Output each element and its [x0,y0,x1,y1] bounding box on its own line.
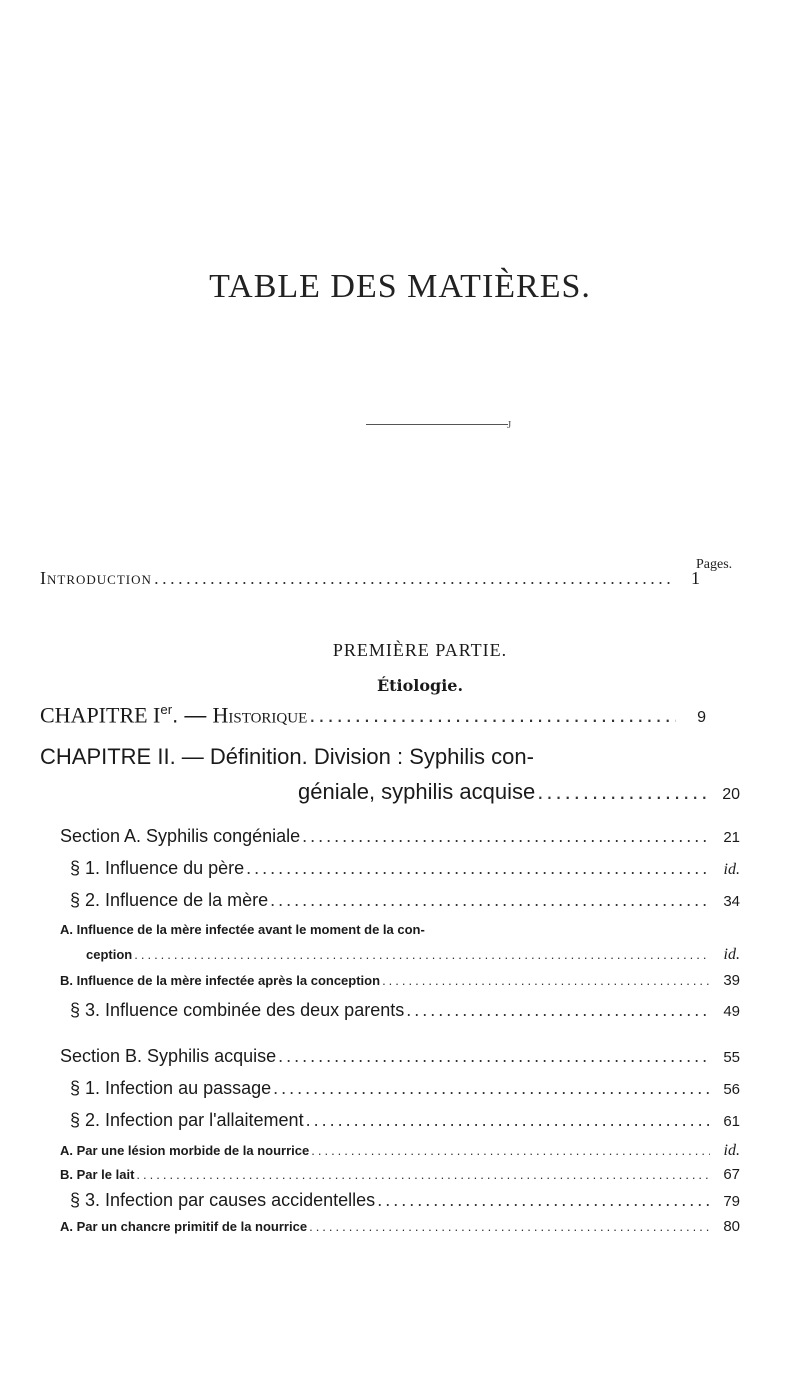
toc-entry-subitem[interactable] [60,1218,740,1235]
leader-dots [306,1110,710,1131]
toc-entry-label: § 2. Influence de la mère [70,890,269,910]
toc-entry-subitem[interactable] [60,1142,740,1160]
toc-entry-label: § 3. Infection par causes accidentelles [70,1190,376,1210]
toc-entry-page: 61 [723,1113,740,1130]
toc-entry-page: 34 [723,893,740,910]
leader-dots [311,1143,710,1158]
toc-entry-introduction[interactable] [40,568,700,589]
leader-dots [537,779,710,805]
chapter-2-line-2 [298,779,740,805]
toc-entry-paragraph[interactable] [70,1190,740,1211]
toc-entry-chapter-1[interactable] [40,702,706,728]
toc-entry-page: 20 [722,786,740,803]
toc-entry-paragraph[interactable] [70,1000,740,1021]
chapter-number: CHAPITRE I [40,702,161,728]
leader-dots [302,826,710,847]
toc-entry-subitem[interactable] [86,946,740,964]
toc-entry-paragraph[interactable] [70,858,740,879]
toc-entry-page: 56 [723,1081,740,1098]
toc-entry-label: Section A. Syphilis congéniale [60,826,301,846]
leader-dots [136,1167,710,1182]
toc-entry-label: § 3. Influence combinée des deux parents [70,1000,405,1020]
toc-entry-page: id. [723,1142,740,1159]
toc-entry-paragraph[interactable] [70,890,740,911]
toc-entry-label: CHAPITRE II. — Définition. Division : Syphilis con- [40,744,534,769]
toc-entry-page: 1 [691,568,700,588]
part-title: PREMIÈRE PARTIE. [332,640,508,660]
toc-entry-label: Introduction [40,568,152,588]
leader-dots [309,702,676,728]
leader-dots [309,1219,710,1234]
page-title: TABLE DES MATIÈRES. [209,268,591,305]
toc-entry-label: A. Influence de la mère infectée avant le moment de la con- [60,922,425,937]
leader-dots [406,1000,710,1021]
leader-dots [134,947,710,962]
toc-entry-label [40,702,307,728]
toc-entry-page: 49 [723,1003,740,1020]
chapter-2-line-1 [40,744,720,770]
toc-entry-label: § 2. Infection par l'allaitement [70,1110,304,1130]
toc-entry-label: § 1. Infection au passage [70,1078,272,1098]
toc-entry-paragraph[interactable] [70,1078,740,1099]
leader-dots [278,1046,710,1067]
toc-entry-label: § 1. Influence du père [70,858,245,878]
leader-dots [382,973,710,988]
toc-entry-label: Section B. Syphilis acquise [60,1046,277,1066]
toc-entry-page: 9 [697,709,706,727]
toc-entry-label: B. Influence de la mère infectée après la conception [60,973,381,988]
toc-entry-label: A. Par une lésion morbide de la nourrice [60,1143,310,1158]
toc-entry-page: id. [723,946,740,963]
chapter-name: Historique [212,702,308,728]
toc-entry-page: 67 [723,1166,740,1183]
toc-entry-page: 55 [723,1049,740,1066]
title-divider [366,424,508,425]
leader-dots [270,890,710,911]
toc-entry-label: B. Par le lait [60,1167,135,1182]
leader-dots [154,568,670,589]
toc-entry-page: 39 [723,972,740,989]
toc-entry-subitem[interactable] [60,972,740,989]
divider-mark: J [507,419,512,431]
toc-entry-subitem[interactable] [60,922,740,937]
toc-entry-paragraph[interactable] [70,1110,740,1131]
leader-dots [273,1078,710,1099]
chapter-separator: . — [172,702,213,728]
toc-entry-label: ception [86,947,133,962]
toc-entry-section-b[interactable] [60,1046,740,1067]
toc-entry-page: 80 [723,1218,740,1235]
part-subtitle: Étiologie. [376,676,464,695]
toc-entry-page: id. [723,861,740,878]
toc-entry-label: géniale, syphilis acquise [298,779,536,804]
toc-entry-page: 21 [723,829,740,846]
pages-column-label: Pages. [696,557,733,572]
toc-entry-page: 79 [723,1193,740,1210]
toc-entry-section-a[interactable] [60,826,740,847]
leader-dots [246,858,710,879]
leader-dots [377,1190,710,1211]
toc-entry-subitem[interactable] [60,1166,740,1183]
toc-entry-label: A. Par un chancre primitif de la nourrice [60,1219,308,1234]
chapter-number-superscript: er [160,702,173,717]
